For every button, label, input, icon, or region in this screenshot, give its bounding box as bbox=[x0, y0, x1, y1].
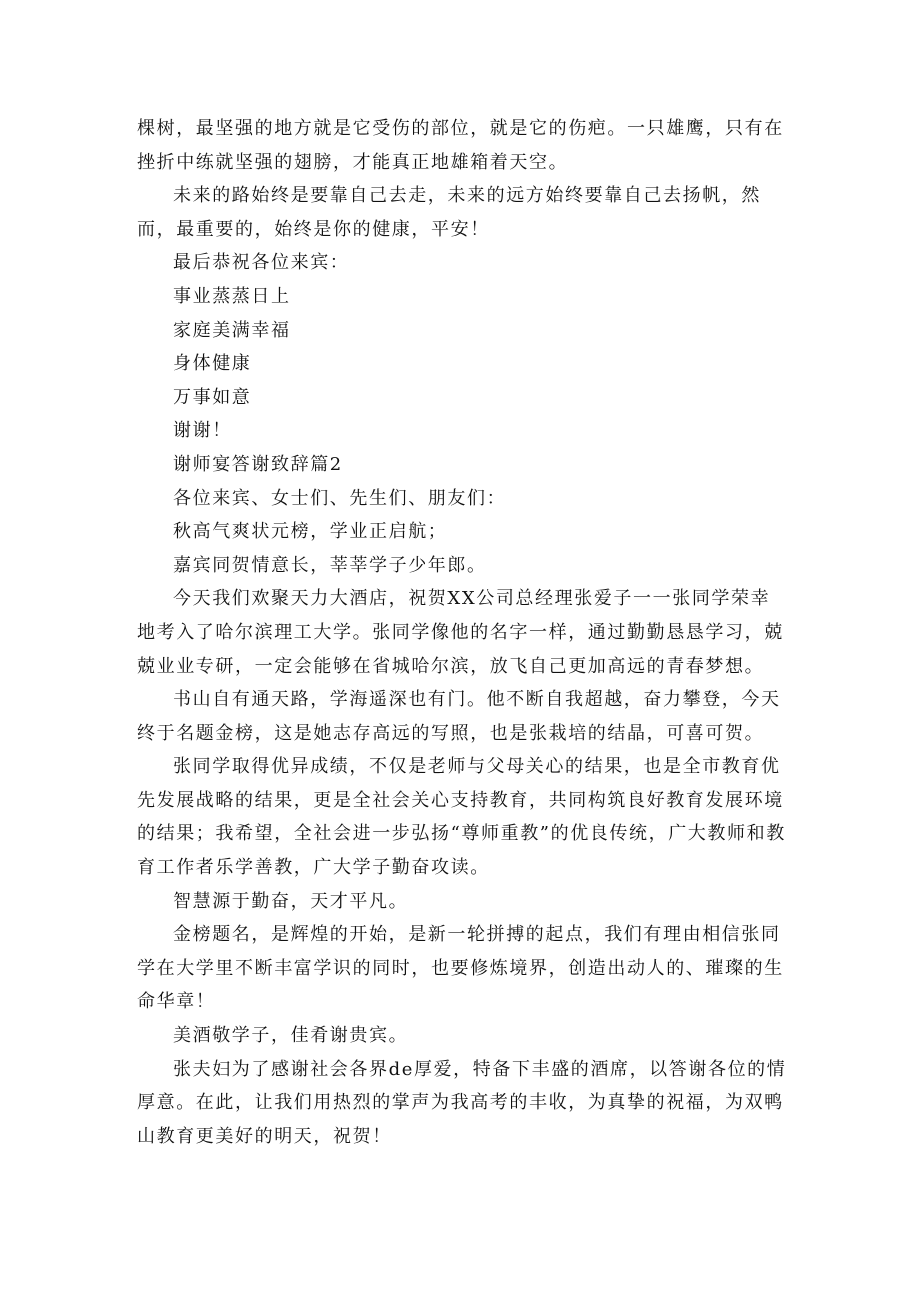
paragraph-12: 嘉宾同贺情意长，莘莘学子少年郎。 bbox=[173, 554, 487, 576]
paragraph-3: 最后恭祝各位来宾： bbox=[173, 252, 350, 274]
paragraph-19: 张夫妇为了感谢社会各界de厚爱，特备下丰盛的酒席，以答谢各位的情厚意。在此，让我们用热烈的掌声为我高考的丰收，为真挚的祝福，为双鸭山教育更美好的明天，祝贺！ bbox=[137, 1058, 787, 1147]
paragraph-2: 未来的路始终是要靠自己去走，未来的远方始终要靠自己去扬帆，然而，最重要的，始终是你的健康，平安！ bbox=[137, 185, 761, 240]
paragraph-10: 各位来宾、女士们、先生们、朋友们： bbox=[173, 487, 507, 509]
document-body bbox=[137, 112, 787, 1153]
paragraph-13: 今天我们欢聚天力大酒店，祝贺XX公司总经理张爱子一一张同学荣幸地考入了哈尔滨理工大学。张同学像他的名字一样，通过勤勤恳恳学习，兢兢业业专研，一定会能够在省城哈尔滨，放飞自己更加高远的青春梦想。 bbox=[137, 588, 784, 677]
paragraph-17: 金榜题名，是辉煌的开始，是新一轮拼搏的起点，我们有理由相信张同学在大学里不断丰富学识的同时，也要修炼境界，创造出动人的、璀璨的生命华章！ bbox=[137, 924, 784, 1013]
paragraph-8: 谢谢！ bbox=[173, 420, 232, 442]
paragraph-6: 身体健康 bbox=[173, 353, 252, 375]
paragraph-1: 棵树，最坚强的地方就是它受伤的部位，就是它的伤疤。一只雄鹰，只有在挫折中练就坚强的翅膀，才能真正地雄箱着天空。 bbox=[137, 118, 784, 173]
paragraph-16: 智慧源于勤奋，天才平凡。 bbox=[173, 890, 409, 912]
paragraph-5: 家庭美满幸福 bbox=[173, 319, 291, 341]
paragraph-11: 秋高气爽状元榜，学业正启航； bbox=[173, 521, 448, 543]
section-heading: 谢师宴答谢致辞篇2 bbox=[173, 453, 343, 475]
paragraph-15: 张同学取得优异成绩，不仅是老师与父母关心的结果，也是全市教育优先发展战略的结果，更是全社会关心支持教育，共同构筑良好教育发展环境的结果；我希望，全社会进一步弘扬“尊师重教”的优良传统，广大教师和教育工作者乐学善教，广大学子勤奋攻读。 bbox=[137, 756, 786, 879]
paragraph-18: 美酒敬学子，佳肴谢贵宾。 bbox=[173, 1025, 409, 1047]
paragraph-4: 事业蒸蒸日上 bbox=[173, 285, 291, 307]
paragraph-7: 万事如意 bbox=[173, 386, 252, 408]
paragraph-14: 书山自有通天路，学海遥深也有门。他不断自我超越，奋力攀登，今天终于名题金榜，这是她志存高远的写照，也是张栽培的结晶，可喜可贺。 bbox=[137, 689, 781, 744]
